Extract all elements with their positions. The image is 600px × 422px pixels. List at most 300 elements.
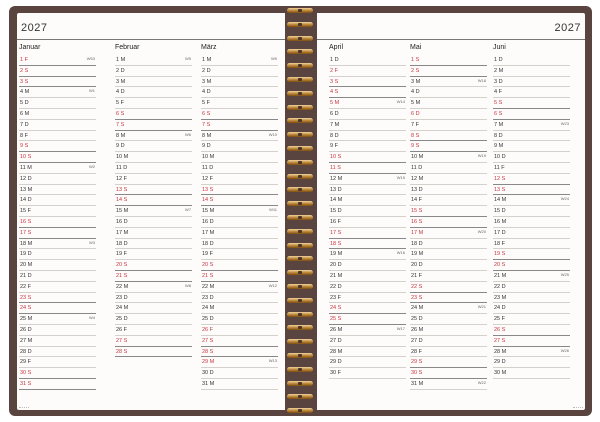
day-row[interactable] [410, 98, 487, 109]
day-row[interactable] [329, 357, 406, 368]
day-label: 14 M [494, 197, 507, 204]
day-row[interactable] [115, 98, 192, 109]
day-row[interactable] [201, 217, 278, 228]
day-row[interactable] [410, 336, 487, 347]
day-row[interactable] [19, 77, 96, 88]
month-name: Januar [19, 44, 41, 51]
day-row[interactable] [115, 347, 192, 358]
day-row[interactable] [493, 141, 570, 152]
right-page [317, 13, 585, 410]
spiral-ring [287, 118, 313, 123]
day-label: 16 D [116, 218, 128, 225]
day-label: 21 F [411, 272, 423, 279]
day-row[interactable] [201, 314, 278, 325]
day-row[interactable] [410, 217, 487, 228]
week-number: W12 [268, 282, 277, 288]
day-label: 23 D [116, 294, 128, 301]
day-label: 28 M [330, 348, 343, 355]
day-row[interactable] [329, 325, 406, 336]
day-row[interactable] [115, 185, 192, 196]
day-row[interactable] [19, 120, 96, 131]
day-row[interactable] [201, 109, 278, 120]
day-row[interactable] [329, 347, 406, 358]
day-row[interactable] [329, 66, 406, 77]
day-row[interactable] [19, 55, 96, 66]
day-label: 5 F [116, 100, 124, 107]
day-row[interactable] [201, 239, 278, 250]
day-row[interactable] [410, 347, 487, 358]
day-row[interactable] [329, 109, 406, 120]
day-row[interactable] [115, 152, 192, 163]
day-row[interactable] [329, 77, 406, 88]
day-row[interactable] [201, 55, 278, 66]
day-label: 14 S [202, 197, 214, 204]
day-label: 9 M [494, 143, 504, 150]
day-row[interactable] [115, 249, 192, 260]
day-row[interactable] [19, 347, 96, 358]
day-row[interactable] [201, 87, 278, 98]
month-name: Mai [410, 44, 422, 51]
day-row[interactable] [201, 249, 278, 260]
day-row[interactable] [410, 174, 487, 185]
day-row[interactable] [493, 228, 570, 239]
day-label: 19 F [116, 251, 128, 258]
day-row[interactable] [410, 185, 487, 196]
day-row[interactable] [19, 185, 96, 196]
day-row[interactable] [19, 282, 96, 293]
day-row[interactable] [410, 239, 487, 250]
day-row[interactable] [19, 87, 96, 98]
day-row[interactable] [493, 152, 570, 163]
day-row[interactable] [329, 282, 406, 293]
day-row[interactable] [201, 303, 278, 314]
day-label: 20 S [116, 262, 128, 269]
day-row[interactable] [329, 131, 406, 142]
day-row[interactable] [493, 195, 570, 206]
day-label: 9 D [116, 143, 125, 150]
day-label: 18 D [202, 240, 214, 247]
day-label: 18 D [116, 240, 128, 247]
day-label: 20 D [330, 262, 342, 269]
day-row[interactable] [410, 195, 487, 206]
day-row[interactable] [19, 152, 96, 163]
day-row[interactable] [201, 271, 278, 282]
day-row[interactable] [201, 98, 278, 109]
spiral-ring [287, 215, 313, 220]
week-number: W8 [185, 282, 191, 288]
day-row[interactable] [201, 357, 278, 368]
day-row[interactable] [201, 379, 278, 390]
day-row[interactable] [493, 120, 570, 131]
day-label: 3 S [20, 78, 29, 85]
day-row[interactable] [410, 314, 487, 325]
day-row[interactable] [493, 325, 570, 336]
day-label: 15 M [202, 208, 215, 215]
day-label: 16 D [202, 218, 214, 225]
day-row[interactable] [115, 271, 192, 282]
day-row[interactable] [201, 174, 278, 185]
day-row[interactable] [115, 239, 192, 250]
month-name: April [329, 44, 344, 51]
day-label: 27 D [330, 337, 342, 344]
month-column-januar [19, 41, 96, 390]
day-label: 19 F [202, 251, 214, 258]
day-label: 26 F [116, 326, 128, 333]
day-label: 4 D [411, 89, 420, 96]
day-label: 15 S [411, 208, 423, 215]
day-row[interactable] [19, 368, 96, 379]
day-row[interactable] [115, 217, 192, 228]
day-row[interactable] [19, 325, 96, 336]
day-row[interactable] [410, 357, 487, 368]
day-label: 25 F [494, 316, 506, 323]
day-label: 4 D [116, 89, 125, 96]
day-row[interactable] [19, 109, 96, 120]
day-label: 16 S [20, 218, 32, 225]
day-row[interactable] [115, 55, 192, 66]
day-row[interactable] [410, 152, 487, 163]
day-row[interactable] [115, 336, 192, 347]
day-row[interactable] [410, 249, 487, 260]
day-row[interactable] [493, 185, 570, 196]
day-row[interactable] [329, 55, 406, 66]
day-label: 13 D [330, 186, 342, 193]
day-row[interactable] [410, 293, 487, 304]
day-row[interactable] [19, 206, 96, 217]
day-row[interactable] [115, 109, 192, 120]
month-column-april [329, 41, 406, 379]
day-row[interactable] [493, 87, 570, 98]
day-row[interactable] [329, 336, 406, 347]
page-corner [19, 397, 29, 408]
day-row[interactable] [19, 195, 96, 206]
day-row[interactable] [201, 325, 278, 336]
day-row[interactable] [493, 217, 570, 228]
day-row[interactable] [19, 249, 96, 260]
day-row[interactable] [115, 66, 192, 77]
day-row[interactable] [115, 282, 192, 293]
day-row[interactable] [410, 120, 487, 131]
day-row[interactable] [201, 163, 278, 174]
spiral-ring [287, 256, 313, 261]
day-row[interactable] [410, 77, 487, 88]
day-row[interactable] [493, 282, 570, 293]
day-row[interactable] [115, 325, 192, 336]
day-row[interactable] [19, 260, 96, 271]
day-label: 21 D [20, 272, 32, 279]
week-number: W19 [477, 153, 486, 159]
spiral-ring [287, 146, 313, 151]
day-label: 25 M [20, 316, 33, 323]
day-row[interactable] [493, 174, 570, 185]
week-number: W23 [560, 120, 569, 126]
day-row[interactable] [201, 185, 278, 196]
day-row[interactable] [493, 98, 570, 109]
day-row[interactable] [410, 228, 487, 239]
day-label: 14 F [411, 197, 423, 204]
day-row[interactable] [493, 206, 570, 217]
day-label: 17 M [411, 229, 424, 236]
day-row[interactable] [19, 98, 96, 109]
day-row[interactable] [115, 303, 192, 314]
day-row[interactable] [493, 357, 570, 368]
day-label: 12 S [494, 175, 506, 182]
day-label: 5 S [494, 100, 503, 107]
day-row[interactable] [493, 260, 570, 271]
week-number: W2 [89, 163, 95, 169]
day-label: 6 D [411, 110, 420, 117]
day-label: 14 D [20, 197, 32, 204]
day-label: 9 F [330, 143, 338, 150]
month-name: Februar [115, 44, 140, 51]
day-label: 23 D [202, 294, 214, 301]
day-row[interactable] [201, 293, 278, 304]
day-label: 2 S [20, 67, 29, 74]
spiral-ring [287, 229, 313, 234]
day-row[interactable] [410, 368, 487, 379]
day-row[interactable] [201, 368, 278, 379]
day-row[interactable] [410, 325, 487, 336]
day-row[interactable] [493, 347, 570, 358]
day-row[interactable] [493, 55, 570, 66]
day-row[interactable] [115, 163, 192, 174]
day-label: 1 F [20, 57, 28, 63]
day-label: 1 D [494, 57, 503, 63]
day-row[interactable] [19, 131, 96, 142]
day-label: 6 S [494, 110, 503, 117]
day-row[interactable] [493, 163, 570, 174]
day-label: 3 M [116, 78, 126, 85]
day-row[interactable] [410, 87, 487, 98]
day-row[interactable] [329, 87, 406, 98]
day-label: 6 S [116, 110, 125, 117]
spiral-ring [287, 160, 313, 165]
day-label: 31 M [202, 380, 215, 387]
day-row[interactable] [115, 260, 192, 271]
day-label: 29 F [20, 359, 32, 366]
day-label: 4 F [494, 89, 502, 96]
day-label: 30 S [20, 370, 32, 377]
day-row[interactable] [493, 239, 570, 250]
day-label: 13 S [116, 186, 128, 193]
day-label: 15 D [330, 208, 342, 215]
day-row[interactable] [493, 109, 570, 120]
day-row[interactable] [410, 206, 487, 217]
day-label: 31 S [20, 380, 32, 387]
day-row[interactable] [201, 195, 278, 206]
day-row[interactable] [19, 303, 96, 314]
day-row[interactable] [329, 217, 406, 228]
day-row[interactable] [19, 228, 96, 239]
day-row[interactable] [115, 206, 192, 217]
day-row[interactable] [19, 336, 96, 347]
day-row[interactable] [201, 131, 278, 142]
day-label: 28 F [411, 348, 423, 355]
day-row[interactable] [329, 271, 406, 282]
day-label: 19 M [330, 251, 343, 258]
day-row[interactable] [410, 163, 487, 174]
day-label: 11 D [116, 164, 128, 171]
spiral-ring [287, 77, 313, 82]
day-row[interactable] [493, 303, 570, 314]
spiral-ring [287, 298, 313, 303]
day-row[interactable] [329, 174, 406, 185]
day-row[interactable] [410, 271, 487, 282]
day-label: 27 S [116, 337, 128, 344]
day-row[interactable] [201, 77, 278, 88]
day-label: 5 F [202, 100, 210, 107]
header-divider [317, 39, 585, 40]
day-label: 22 D [494, 283, 506, 290]
day-label: 25 D [202, 316, 214, 323]
day-label: 29 M [202, 359, 215, 366]
day-row[interactable] [329, 163, 406, 174]
day-row[interactable] [493, 131, 570, 142]
day-row[interactable] [201, 282, 278, 293]
week-number: W10 [268, 131, 277, 137]
day-row[interactable] [115, 174, 192, 185]
day-row[interactable] [115, 314, 192, 325]
week-number: W22 [477, 379, 486, 385]
day-row[interactable] [201, 260, 278, 271]
day-row[interactable] [19, 293, 96, 304]
day-row[interactable] [115, 141, 192, 152]
day-row[interactable] [493, 271, 570, 282]
day-row[interactable] [115, 293, 192, 304]
day-row[interactable] [201, 66, 278, 77]
day-row[interactable] [329, 152, 406, 163]
week-number: W20 [477, 228, 486, 234]
page-corner [573, 397, 583, 408]
day-row[interactable] [329, 314, 406, 325]
spiral-ring [287, 394, 313, 399]
day-row[interactable] [410, 131, 487, 142]
day-label: 8 S [411, 132, 420, 139]
day-row[interactable] [410, 109, 487, 120]
day-row[interactable] [19, 174, 96, 185]
day-label: 30 S [411, 370, 423, 377]
day-label: 22 D [330, 283, 342, 290]
week-number: W4 [89, 315, 95, 321]
spiral-ring [287, 91, 313, 96]
day-row[interactable] [410, 260, 487, 271]
day-row[interactable] [329, 368, 406, 379]
day-row[interactable] [493, 336, 570, 347]
day-label: 7 M [494, 121, 504, 128]
day-row[interactable] [201, 347, 278, 358]
day-row[interactable] [410, 379, 487, 390]
day-row[interactable] [201, 206, 278, 217]
day-row[interactable] [329, 249, 406, 260]
day-label: 21 M [494, 272, 507, 279]
day-row[interactable] [19, 271, 96, 282]
day-row[interactable] [19, 239, 96, 250]
day-row[interactable] [329, 141, 406, 152]
day-row[interactable] [201, 152, 278, 163]
day-label: 18 M [20, 240, 33, 247]
day-row[interactable] [329, 206, 406, 217]
day-label: 17 S [20, 229, 32, 236]
spiral-ring [287, 63, 313, 68]
day-label: 22 M [116, 283, 129, 290]
day-row[interactable] [115, 195, 192, 206]
day-row[interactable] [410, 282, 487, 293]
day-label: 8 M [202, 132, 212, 139]
day-label: 7 S [202, 121, 211, 128]
day-label: 18 F [494, 240, 506, 247]
day-row[interactable] [493, 368, 570, 379]
day-row[interactable] [115, 120, 192, 131]
day-row[interactable] [329, 293, 406, 304]
day-row[interactable] [493, 314, 570, 325]
day-row[interactable] [19, 217, 96, 228]
day-row[interactable] [115, 131, 192, 142]
day-row[interactable] [410, 55, 487, 66]
day-label: 15 F [20, 208, 32, 215]
day-row[interactable] [329, 239, 406, 250]
day-row[interactable] [115, 77, 192, 88]
day-row[interactable] [329, 228, 406, 239]
day-row[interactable] [329, 195, 406, 206]
day-row[interactable] [410, 66, 487, 77]
day-row[interactable] [19, 141, 96, 152]
day-label: 12 M [411, 175, 424, 182]
spiral-ring [287, 187, 313, 192]
day-row[interactable] [329, 260, 406, 271]
day-label: 29 D [330, 359, 342, 366]
day-row[interactable] [201, 228, 278, 239]
day-label: 3 M [202, 78, 212, 85]
day-row[interactable] [329, 303, 406, 314]
day-row[interactable] [410, 303, 487, 314]
week-number: W14 [396, 99, 405, 105]
day-label: 25 D [116, 316, 128, 323]
spiral-ring [287, 284, 313, 289]
day-row[interactable] [493, 293, 570, 304]
week-number: W25 [560, 271, 569, 277]
day-label: 2 D [116, 67, 125, 74]
week-number: W21 [477, 304, 486, 310]
day-row[interactable] [19, 379, 96, 390]
day-row[interactable] [19, 163, 96, 174]
spiral-binding [287, 2, 313, 420]
day-row[interactable] [493, 66, 570, 77]
day-row[interactable] [410, 141, 487, 152]
day-label: 17 S [330, 229, 342, 236]
day-row[interactable] [493, 249, 570, 260]
day-row[interactable] [493, 77, 570, 88]
spiral-ring [287, 201, 313, 206]
day-row[interactable] [329, 98, 406, 109]
day-label: 26 D [20, 326, 32, 333]
day-label: 9 S [20, 143, 29, 150]
day-label: 4 S [330, 89, 339, 96]
day-row[interactable] [19, 66, 96, 77]
day-row[interactable] [201, 120, 278, 131]
day-row[interactable] [201, 336, 278, 347]
day-label: 4 D [202, 89, 211, 96]
spiral-ring [287, 8, 313, 13]
day-row[interactable] [115, 228, 192, 239]
day-row[interactable] [201, 141, 278, 152]
day-row[interactable] [329, 120, 406, 131]
day-row[interactable] [19, 357, 96, 368]
day-row[interactable] [329, 185, 406, 196]
day-label: 16 S [411, 218, 423, 225]
day-row[interactable] [115, 87, 192, 98]
day-label: 10 D [494, 154, 506, 161]
day-row[interactable] [19, 314, 96, 325]
